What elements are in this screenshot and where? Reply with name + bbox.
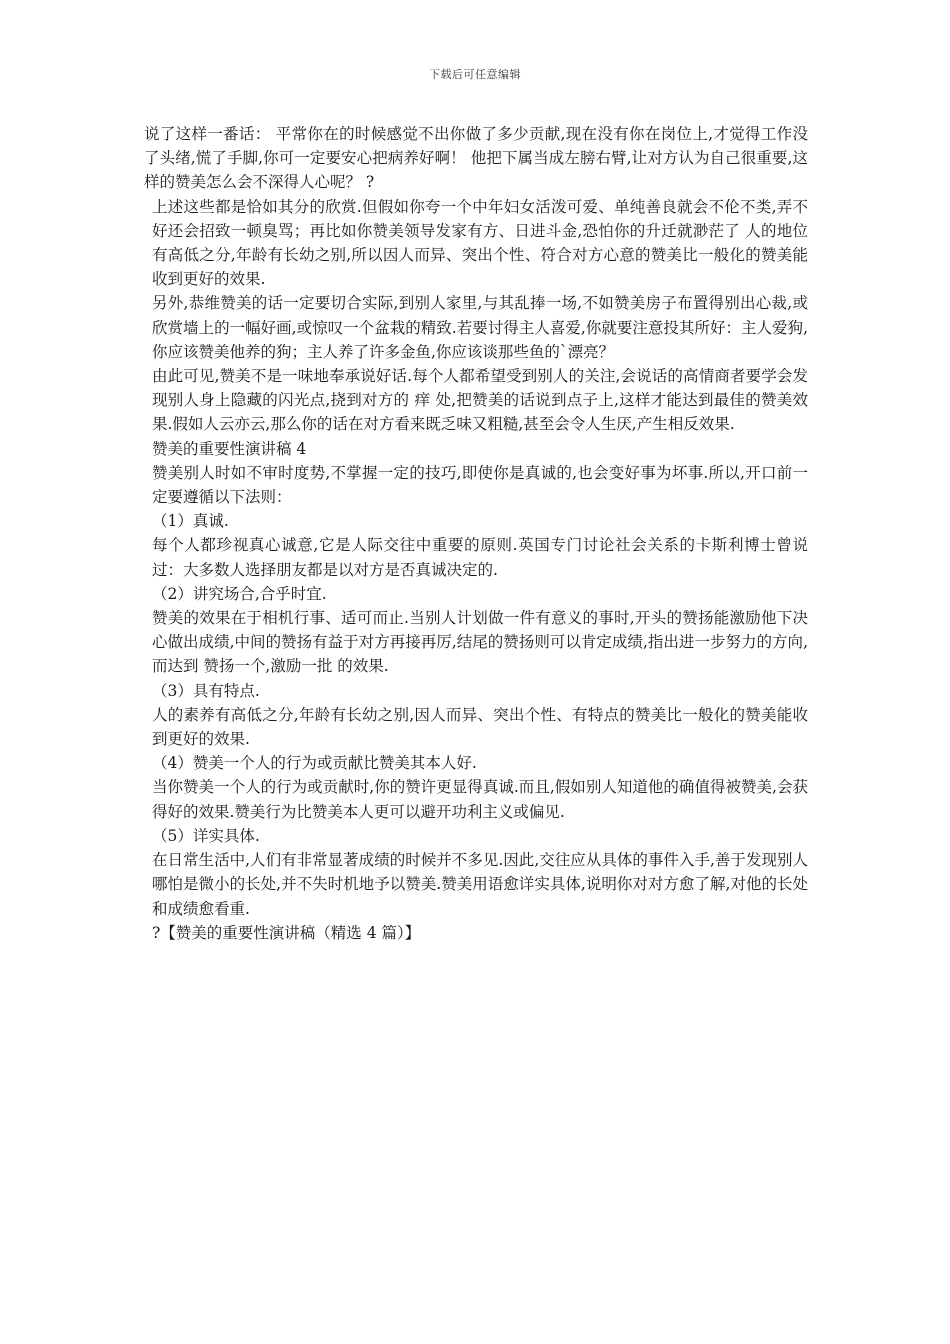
paragraph-1: 说了这样一番话： 平常你在的时候感觉不出你做了多少贡献,现在没有你在岗位上,才觉得工作没了头绪,慌了手脚,你可一定要安心把病养好啊！ 他把下属当成左膀右臂,让对方认为自己很重要,这样的赞美怎么会不深得人心呢？ ? [144,125,808,192]
paragraph-5: 赞美别人时如不审时度势,不掌握一定的技巧,即使你是真诚的,也会变好事为坏事.所以,开口前一定要遵循以下法则： [152,463,808,507]
rule-3-heading: （3）具有特点. [152,681,260,700]
section-heading: 赞美的重要性演讲稿 4 [152,439,307,458]
page-header-note: 下载后可任意编辑 [429,68,521,81]
rule-2-body: 赞美的效果在于相机行事、适可而止.当别人计划做一件有意义的事时,开头的赞扬能激励他下决心做出成绩,中间的赞扬有益于对方再接再厉,结尾的赞扬则可以肯定成绩,指出进一步努力的方向,而达到 赞扬一个,激励一批 的效果. [152,609,808,676]
rule-4-heading: （4）赞美一个人的行为或贡献比赞美其本人好. [152,754,477,773]
closing-title: ?【赞美的重要性演讲稿（精选 4 篇）】 [152,923,421,942]
rule-5-heading: （5）详实具体. [152,826,260,845]
paragraph-3: 另外,恭维赞美的话一定要切合实际,到别人家里,与其乱捧一场,不如赞美房子布置得别出心裁,或欣赏墙上的一幅好画,或惊叹一个盆栽的精致.若要讨得主人喜爱,你就要注意投其所好：主人爱狗,你应该赞美他养的狗；主人养了许多金鱼,你应该谈那些鱼的`漂亮？ [152,294,808,361]
paragraph-4: 由此可见,赞美不是一味地奉承说好话.每个人都希望受到别人的关注,会说话的高情商者要学会发现别人身上隐藏的闪光点,挠到对方的 痒 处,把赞美的话说到点子上,这样才能达到最佳的赞美效果.假如人云亦云,那么你的话在对方看来既乏味又粗糙,甚至会令人生厌,产生相反效果. [152,367,808,434]
rule-1-body: 每个人都珍视真心诚意,它是人际交往中重要的原则.英国专门讨论社会关系的卡斯利博士曾说过：大多数人选择朋友都是以对方是否真诚决定的. [152,536,808,579]
rule-2-heading: （2）讲究场合,合乎时宜. [152,584,327,603]
document-body [144,122,808,945]
rule-1-heading: （1）真诚. [152,512,229,531]
rule-4-body: 当你赞美一个人的行为或贡献时,你的赞许更显得真诚.而且,假如别人知道他的确值得被赞美,会获得好的效果.赞美行为比赞美本人更可以避开功利主义或偏见. [152,778,808,821]
rule-3-body: 人的素养有高低之分,年龄有长幼之别,因人而异、突出个性、有特点的赞美比一般化的赞美能收到更好的效果. [152,705,808,749]
rule-5-body: 在日常生活中,人们有非常显著成绩的时候并不多见.因此,交往应从具体的事件入手,善于发现别人哪怕是微小的长处,并不失时机地予以赞美.赞美用语愈详实具体,说明你对对方愈了解,对他的长处和成绩愈看重. [152,851,808,918]
paragraph-2: 上述这些都是恰如其分的欣赏.但假如你夸一个中年妇女活泼可爱、单纯善良就会不伦不类,弄不好还会招致一顿臭骂；再比如你赞美领导发家有方、日进斗金,恐怕你的升迁就渺茫了 人的地位有高低之分,年龄有长幼之别,所以因人而异、突出个性、符合对方心意的赞美比一般化的赞美能收到更好的效果. [152,197,808,289]
